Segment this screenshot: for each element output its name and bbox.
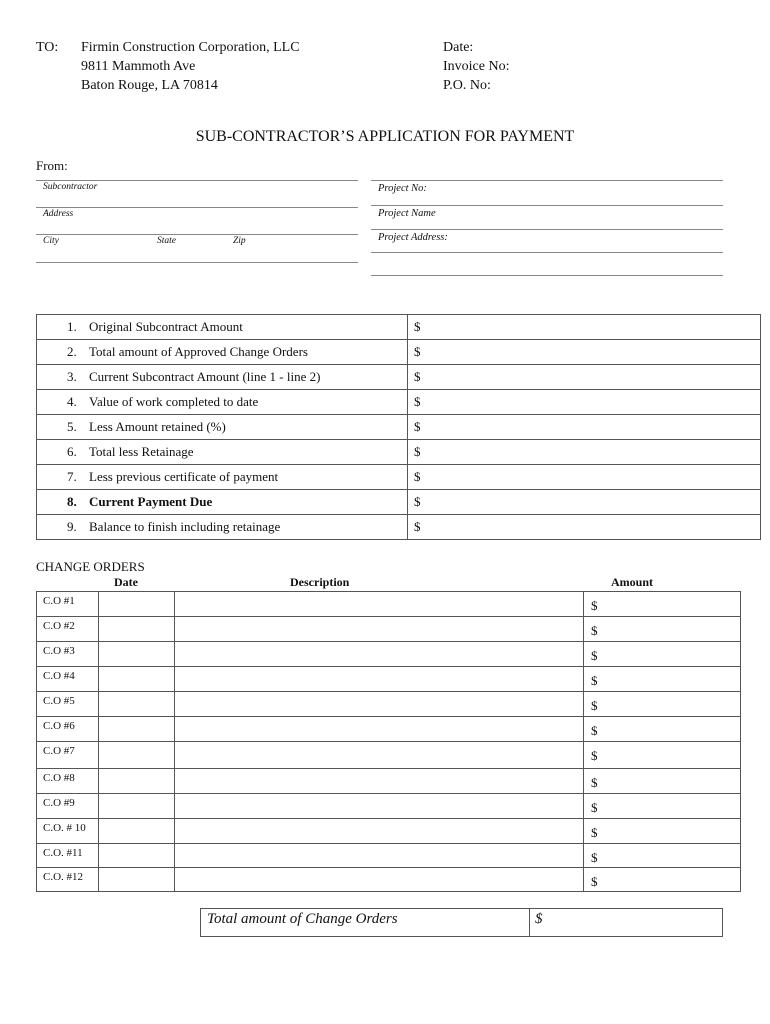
- summary-label-cell: [37, 365, 408, 390]
- summary-line-number: 4.: [67, 394, 77, 409]
- summary-line-label: Balance to finish including retainage: [89, 519, 281, 534]
- summary-label-cell: [37, 415, 408, 440]
- change-order-label: C.O. #12: [37, 868, 99, 892]
- project-top-rule: [371, 180, 723, 181]
- total-change-orders-label: Total amount of Change Orders: [201, 909, 530, 937]
- summary-line-label: Total less Retainage: [89, 444, 194, 459]
- page-title: SUB-CONTRACTOR’S APPLICATION FOR PAYMENT: [195, 128, 575, 145]
- summary-amount-field[interactable]: $: [408, 365, 761, 390]
- change-order-date-field[interactable]: [99, 667, 175, 692]
- change-order-date-field[interactable]: [99, 868, 175, 892]
- summary-label-cell: [37, 315, 408, 340]
- date-label: Date:: [443, 40, 474, 55]
- co-description-header: Description: [290, 575, 350, 589]
- change-order-row: [37, 642, 741, 667]
- summary-line-label: Less previous certificate of payment: [89, 469, 279, 484]
- address-line[interactable]: [36, 234, 358, 235]
- change-order-description-field[interactable]: [175, 742, 584, 769]
- state-label: State: [157, 236, 176, 246]
- summary-row: [37, 415, 761, 440]
- summary-amount-field[interactable]: $: [408, 340, 761, 365]
- address-label: Address: [43, 209, 74, 219]
- change-order-amount-field[interactable]: $: [584, 617, 741, 642]
- total-change-orders-table: [200, 908, 723, 937]
- change-order-amount-field[interactable]: $: [584, 844, 741, 868]
- change-order-row: [37, 692, 741, 717]
- city-label: City: [43, 236, 59, 246]
- city-state-zip-line[interactable]: [36, 262, 358, 263]
- summary-row: [37, 515, 761, 540]
- summary-row: [37, 365, 761, 390]
- change-order-date-field[interactable]: [99, 717, 175, 742]
- summary-label-cell: [37, 490, 408, 515]
- change-order-date-field[interactable]: [99, 819, 175, 844]
- summary-line-label: Less Amount retained (%): [89, 419, 226, 434]
- project-name-line[interactable]: [371, 229, 723, 230]
- change-order-date-field[interactable]: [99, 617, 175, 642]
- from-label: From:: [36, 158, 68, 173]
- change-order-row: [37, 742, 741, 769]
- change-orders-table: [36, 591, 741, 892]
- change-order-date-field[interactable]: [99, 794, 175, 819]
- change-order-description-field[interactable]: [175, 769, 584, 794]
- summary-label-cell: [37, 340, 408, 365]
- invoice-label: Invoice No:: [443, 59, 510, 74]
- change-order-description-field[interactable]: [175, 692, 584, 717]
- summary-line-label: Current Payment Due: [89, 494, 213, 509]
- change-order-description-field[interactable]: [175, 592, 584, 617]
- change-orders-title: CHANGE ORDERS: [36, 559, 145, 574]
- change-order-amount-field[interactable]: $: [584, 742, 741, 769]
- change-order-label: C.O #1: [37, 592, 99, 617]
- change-order-label: C.O #9: [37, 794, 99, 819]
- summary-line-number: 8.: [67, 494, 77, 509]
- summary-amount-field[interactable]: $: [408, 415, 761, 440]
- summary-row: [37, 390, 761, 415]
- change-order-description-field[interactable]: [175, 844, 584, 868]
- recipient-company: Firmin Construction Corporation, LLC: [81, 40, 300, 55]
- summary-line-number: 9.: [67, 519, 77, 534]
- change-order-row: [37, 717, 741, 742]
- change-order-label: C.O. # 10: [37, 819, 99, 844]
- change-order-date-field[interactable]: [99, 642, 175, 667]
- co-date-header: Date: [114, 575, 138, 589]
- po-label: P.O. No:: [443, 78, 491, 93]
- change-order-amount-field[interactable]: $: [584, 692, 741, 717]
- reference-block: [443, 38, 509, 95]
- project-no-line[interactable]: [371, 205, 723, 206]
- summary-row: [37, 440, 761, 465]
- change-order-description-field[interactable]: [175, 717, 584, 742]
- change-order-description-field[interactable]: [175, 667, 584, 692]
- change-order-row: [37, 667, 741, 692]
- summary-line-label: Current Subcontract Amount (line 1 - line 2): [89, 369, 321, 384]
- change-order-label: C.O #5: [37, 692, 99, 717]
- summary-line-label: Original Subcontract Amount: [89, 319, 243, 334]
- change-order-label: C.O. #11: [37, 844, 99, 868]
- project-address-label: Project Address:: [378, 232, 448, 243]
- change-order-row: [37, 617, 741, 642]
- change-order-label: C.O #3: [37, 642, 99, 667]
- summary-line-number: 6.: [67, 444, 77, 459]
- subcontractor-top-rule: [36, 180, 358, 181]
- summary-label-cell: [37, 515, 408, 540]
- change-order-amount-field[interactable]: $: [584, 769, 741, 794]
- summary-amount-field[interactable]: $: [408, 465, 761, 490]
- change-order-amount-field[interactable]: $: [584, 592, 741, 617]
- subcontractor-line[interactable]: [36, 207, 358, 208]
- change-order-description-field[interactable]: [175, 819, 584, 844]
- summary-row: [37, 465, 761, 490]
- change-order-description-field[interactable]: [175, 868, 584, 892]
- change-order-amount-field[interactable]: $: [584, 717, 741, 742]
- to-label: TO:: [36, 40, 59, 55]
- summary-row: [37, 315, 761, 340]
- co-amount-header: Amount: [611, 575, 654, 589]
- change-order-row: [37, 868, 741, 892]
- summary-amount-field[interactable]: $: [408, 490, 761, 515]
- change-order-label: C.O #7: [37, 742, 99, 769]
- change-order-date-field[interactable]: [99, 769, 175, 794]
- change-order-description-field[interactable]: [175, 794, 584, 819]
- project-no-label: Project No:: [378, 183, 427, 194]
- change-order-description-field[interactable]: [175, 617, 584, 642]
- change-order-row: [37, 769, 741, 794]
- summary-amount-field[interactable]: $: [408, 390, 761, 415]
- change-order-amount-field[interactable]: $: [584, 667, 741, 692]
- summary-row: [37, 340, 761, 365]
- change-order-description-field[interactable]: [175, 642, 584, 667]
- change-order-row: [37, 794, 741, 819]
- project-name-label: Project Name: [378, 208, 436, 219]
- summary-amount-field[interactable]: $: [408, 515, 761, 540]
- change-order-date-field[interactable]: [99, 844, 175, 868]
- change-order-row: [37, 844, 741, 868]
- change-order-label: C.O #8: [37, 769, 99, 794]
- subcontractor-label: Subcontractor: [43, 182, 98, 192]
- change-order-row: [37, 819, 741, 844]
- summary-amount-field[interactable]: $: [408, 440, 761, 465]
- summary-line-label: Total amount of Approved Change Orders: [89, 344, 308, 359]
- change-order-amount-field[interactable]: $: [584, 819, 741, 844]
- project-address-line2[interactable]: [371, 275, 723, 276]
- summary-line-number: 2.: [67, 344, 77, 359]
- summary-line-label: Value of work completed to date: [89, 394, 259, 409]
- summary-label-cell: [37, 440, 408, 465]
- zip-label: Zip: [233, 236, 246, 246]
- recipient-address-line2: Baton Rouge, LA 70814: [81, 78, 218, 93]
- change-order-date-field[interactable]: [99, 742, 175, 769]
- change-order-amount-field[interactable]: $: [584, 642, 741, 667]
- summary-row: [37, 490, 761, 515]
- summary-line-number: 1.: [67, 319, 77, 334]
- summary-line-number: 3.: [67, 369, 77, 384]
- recipient-address-line1: 9811 Mammoth Ave: [81, 59, 196, 74]
- summary-line-number: 5.: [67, 419, 77, 434]
- change-order-row: [37, 592, 741, 617]
- change-order-date-field[interactable]: [99, 692, 175, 717]
- change-order-label: C.O #6: [37, 717, 99, 742]
- summary-label-cell: [37, 390, 408, 415]
- summary-line-number: 7.: [67, 469, 77, 484]
- recipient-block: [81, 38, 300, 95]
- change-order-date-field[interactable]: [99, 592, 175, 617]
- change-order-amount-field[interactable]: $: [584, 794, 741, 819]
- payment-summary-table: [36, 314, 761, 540]
- summary-amount-field[interactable]: $: [408, 315, 761, 340]
- project-address-line1[interactable]: [371, 252, 723, 253]
- summary-label-cell: [37, 465, 408, 490]
- change-order-label: C.O #4: [37, 667, 99, 692]
- change-order-amount-field[interactable]: $: [584, 868, 741, 892]
- total-change-orders-amount[interactable]: $: [530, 909, 723, 937]
- change-order-label: C.O #2: [37, 617, 99, 642]
